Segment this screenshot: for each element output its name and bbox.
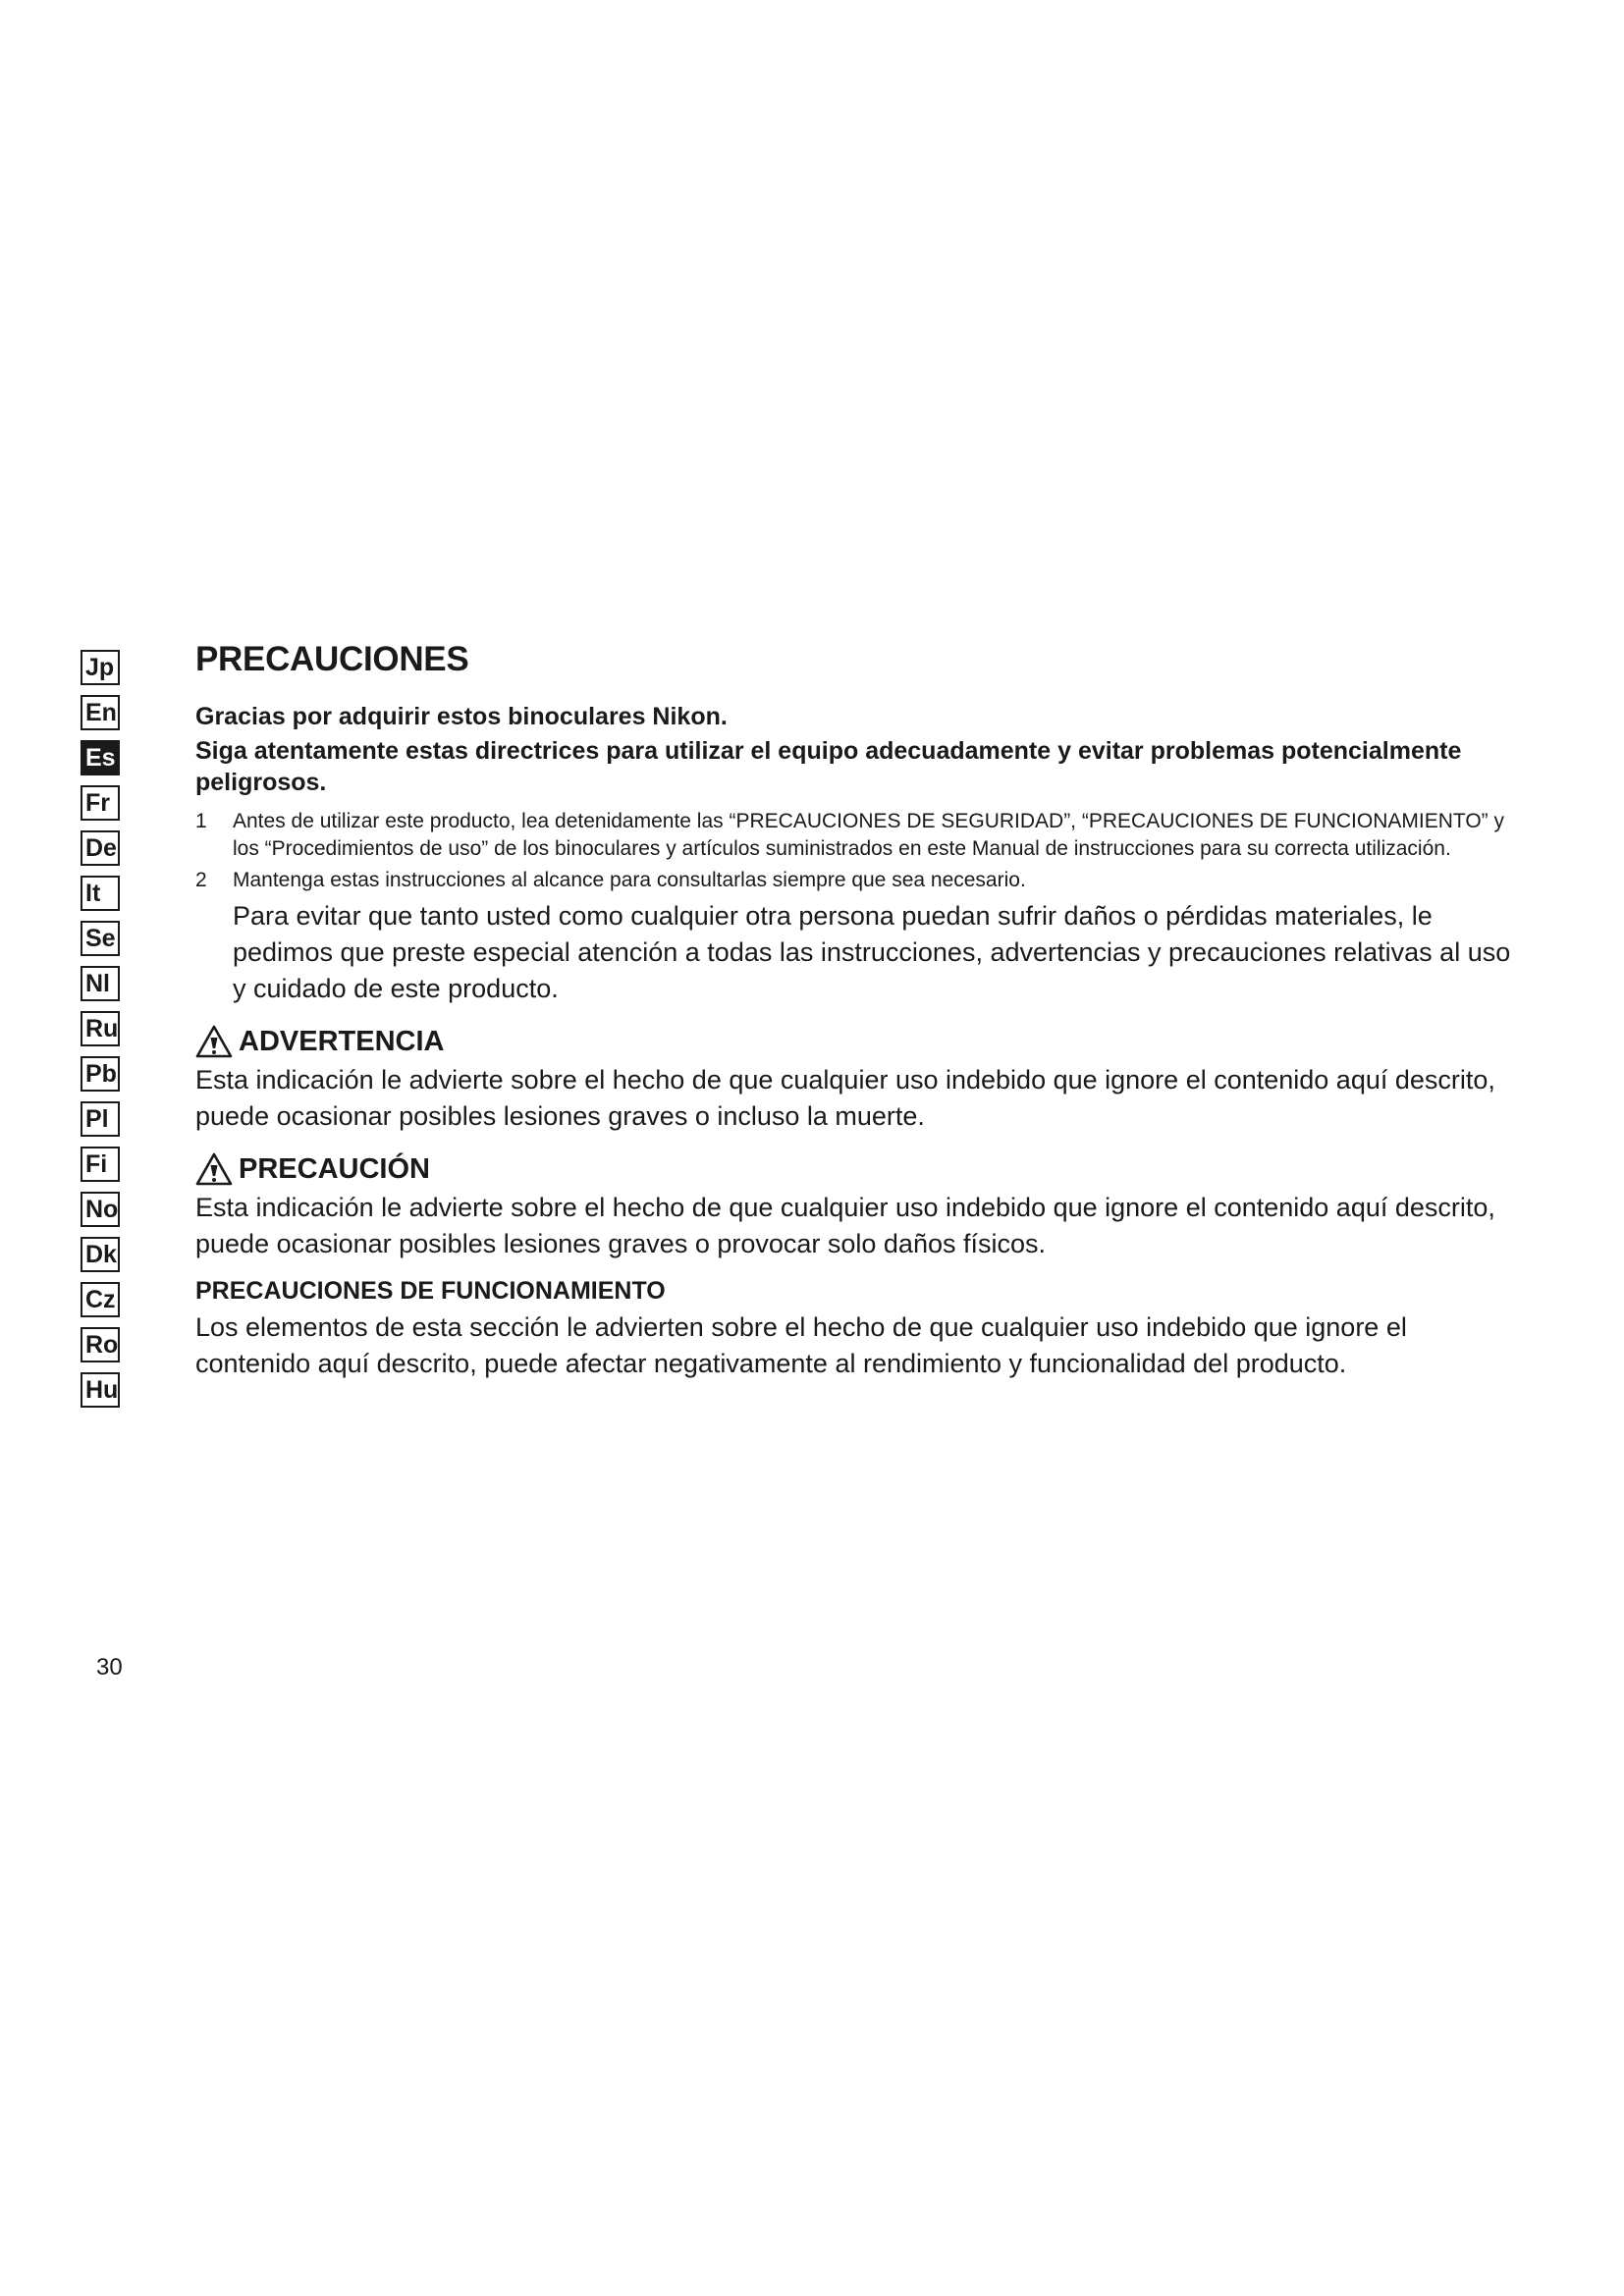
intro-thanks: Gracias por adquirir estos binoculares Nikon. [195,703,728,730]
operation-text: Los elementos de esta sección le advierten sobre el hecho de que cualquier uso indebido que ignore el contenido aquí descrito, puede afectar negativamente al rendimiento y funcionalidad del producto. [195,1312,1407,1378]
lang-tab-it[interactable]: It [81,876,120,911]
safety-paragraph: Para evitar que tanto usted como cualquier otra persona puedan sufrir daños o pérdidas materiales, le pedimos que preste especial atención a todas las instrucciones, advertencias y precauciones relativas al uso y cuidado de este producto. [233,901,1511,1003]
lang-tab-en[interactable]: En [81,695,120,730]
warning-heading [195,1023,1511,1060]
operation-heading: PRECAUCIONES DE FUNCIONAMIENTO [195,1277,666,1305]
lang-tab-se[interactable]: Se [81,921,120,956]
list-item [195,867,1511,894]
warning-triangle-icon [195,1152,233,1186]
lang-tab-nl[interactable]: Nl [81,966,120,1001]
lang-tab-no[interactable]: No [81,1192,120,1227]
lang-tab-ru[interactable]: Ru [81,1011,120,1046]
caution-text: Esta indicación le advierte sobre el hecho de que cualquier uso indebido que ignore el contenido aquí descrito, puede ocasionar posibles lesiones graves o provocar solo daños físicos. [195,1193,1495,1258]
lang-tab-jp[interactable]: Jp [81,650,120,685]
instruction-list [195,808,1511,894]
lang-tab-pb[interactable]: Pb [81,1056,120,1092]
lang-tab-hu[interactable]: Hu [81,1372,120,1408]
main-content [195,638,1511,1382]
caution-heading-label: PRECAUCIÓN [239,1153,430,1185]
list-item-number: 1 [195,810,207,832]
lang-tab-fr[interactable]: Fr [81,785,120,821]
page-title: PRECAUCIONES [195,640,469,678]
lang-tab-fi[interactable]: Fi [81,1147,120,1182]
language-sidebar [81,650,122,1417]
lang-tab-de[interactable]: De [81,830,120,866]
list-item-number: 2 [195,869,207,891]
list-item [195,808,1511,863]
lang-tab-cz[interactable]: Cz [81,1282,120,1317]
lang-tab-ro[interactable]: Ro [81,1327,120,1362]
list-item-text: Antes de utilizar este producto, lea detenidamente las “PRECAUCIONES DE SEGURIDAD”, “PRECAUCIONES DE FUNCIONAMIENTO” y los “Procedimientos de uso” de los binoculares y artículos suministrados en este Manual de instrucciones para su correcta utilización. [233,810,1504,860]
page-number: 30 [96,1654,123,1681]
warning-heading-label: ADVERTENCIA [239,1026,445,1057]
lang-tab-es[interactable]: Es [81,740,120,775]
caution-heading [195,1150,1511,1188]
warning-triangle-icon [195,1025,233,1058]
list-item-text: Mantenga estas instrucciones al alcance para consultarlas siempre que sea necesario. [233,869,1026,891]
intro-guidelines: Siga atentamente estas directrices para utilizar el equipo adecuadamente y evitar problemas potencialmente peligrosos. [195,737,1462,796]
warning-text: Esta indicación le advierte sobre el hecho de que cualquier uso indebido que ignore el contenido aquí descrito, puede ocasionar posibles lesiones graves o incluso la muerte. [195,1065,1495,1131]
lang-tab-pl[interactable]: Pl [81,1101,120,1137]
lang-tab-dk[interactable]: Dk [81,1237,120,1272]
